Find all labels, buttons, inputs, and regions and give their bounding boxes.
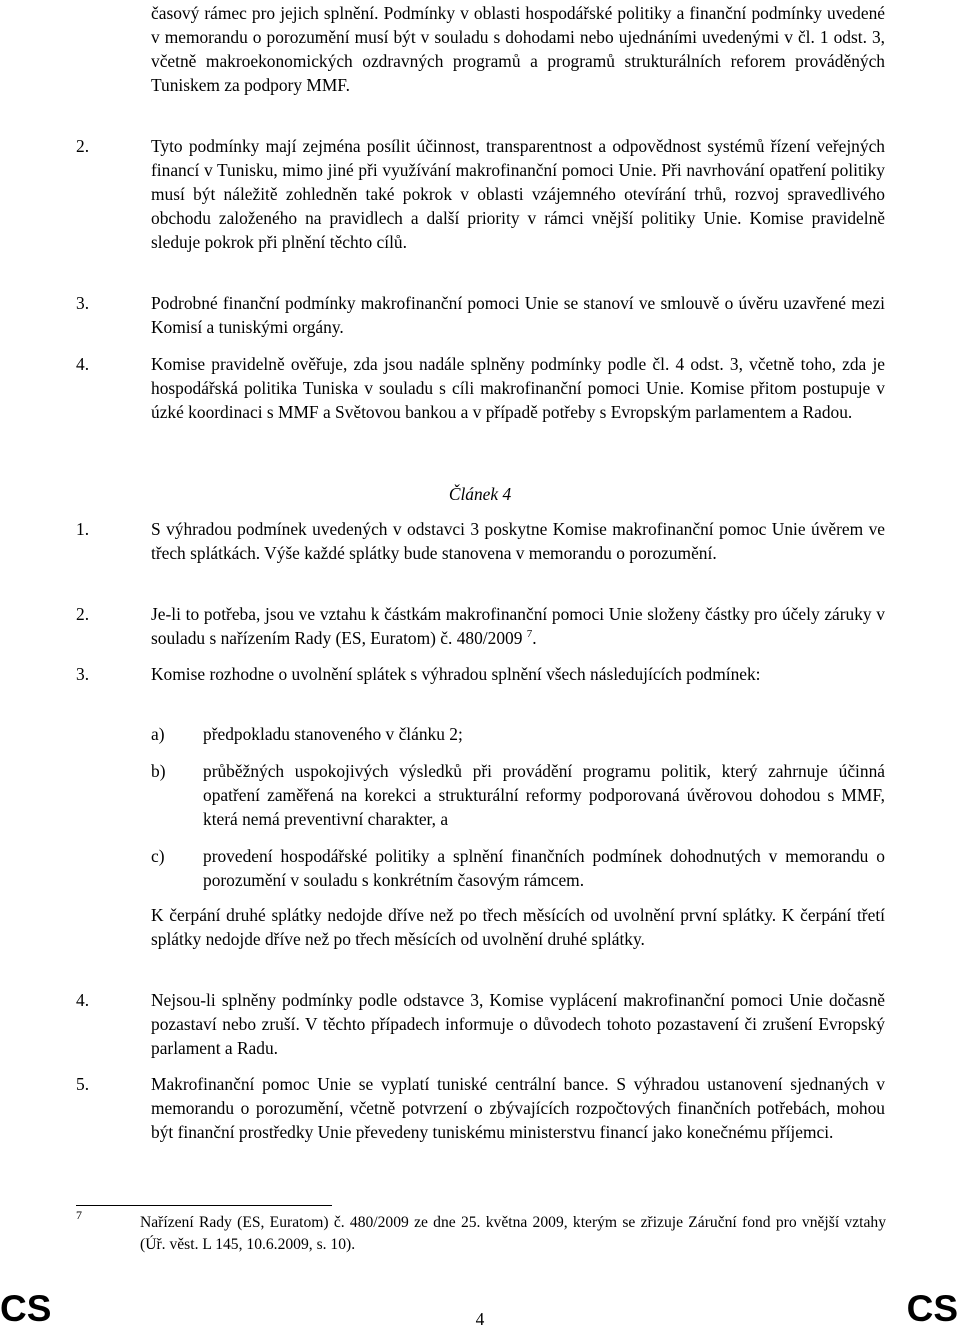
paragraph-number: 5. [76,1074,90,1094]
paragraph-number: 3. [76,293,90,313]
sentence-end: . [532,628,537,648]
language-code-right: CS [906,1288,958,1329]
paragraph-text: K čerpání druhé splátky nedojde dříve než po třech měsících od uvolnění první splátky. K čerpání třetí splátky nedojde dříve než po třech měsících od uvolnění druhé splátky. [151,905,885,949]
footnote-divider [76,1205,332,1206]
paragraph-number: 4. [76,354,90,374]
list-label: b) [151,761,166,781]
paragraph-number: 4. [76,990,90,1010]
language-code-left: CS [0,1288,52,1329]
page-number: 4 [475,1309,485,1329]
paragraph-number: 3. [76,664,90,684]
paragraph-text: Tyto podmínky mají zejména posílit účinnost, transparentnost a odpovědnost systémů řízení veřejných financí v Tunisku, mimo jiné při využívání makrofinanční pomoci Unie. Při navrhování opatření politiky musí být náležitě zohledněn také pokrok v oblasti vzájemného otevírání trhů, rozvoj spravedlivého obchodu založeného na pravidlech a další priority v rámci vnější politiky Unie. Komise pravidelně sleduje pokrok při plnění těchto cílů. [151,136,885,252]
paragraph-body: Je-li to potřeba, jsou ve vztahu k částkám makrofinanční pomoci Unie složeny částky pro účely záruky v souladu s nařízením Rady (ES, Euratom) č. 480/2009 [151,604,885,648]
article-heading: Článek 4 [448,484,512,504]
list-label: a) [151,724,165,744]
paragraph-text: Komise pravidelně ověřuje, zda jsou nadále splněny podmínky podle čl. 4 odst. 3, včetně toho, zda je hospodářská politika Tuniska v souladu s cíli makrofinanční pomoci Unie. Komise přitom postupuje v úzké koordinaci s MMF a Světovou bankou a v případě potřeby s Evropským parlamentem a Radou. [151,354,885,422]
footnote-reference: 7 [526,628,533,640]
paragraph-text [151,602,885,650]
intro-paragraph: časový rámec pro jejich splnění. Podmínky v oblasti hospodářské politiky a finanční podmínky uvedené v memorandu o porozumění musí být v souladu s dohodami nebo ujednáními uvedenými v čl. 1 odst. 3, včetně makroekonomických ozdravných programů a programů strukturálních reforem prováděných Tuniskem za podpory MMF. [151,3,885,95]
paragraph-number: 2. [76,604,90,624]
paragraph-text: Komise rozhodne o uvolnění splátek s výhradou splnění všech následujících podmínek: [151,664,761,684]
footnote-number: 7 [76,1208,82,1222]
list-item: průběžných uspokojivých výsledků při provádění programu politik, který zahrnuje účinná opatření zaměřená na korekci a strukturální reformy podporovaná úvěrovou dohodou s MMF, která nemá preventivní charakter, a [203,761,885,829]
list-item: předpokladu stanoveného v článku 2; [203,724,463,744]
paragraph-text: S výhradou podmínek uvedených v odstavci 3 poskytne Komise makrofinanční pomoc Unie úvěrem ve třech splátkách. Výše každé splátky bude stanovena v memorandu o porozumění. [151,519,885,563]
paragraph-text: Podrobné finanční podmínky makrofinanční pomoci Unie se stanoví ve smlouvě o úvěru uzavřené mezi Komisí a tuniskými orgány. [151,293,885,337]
list-label: c) [151,846,165,866]
paragraph-text: Nejsou-li splněny podmínky podle odstavce 3, Komise vyplácení makrofinanční pomoci Unie dočasně pozastaví nebo zruší. V těchto případech informuje o důvodech tohoto pozastavení či zrušení Evropský parlament a Radu. [151,990,885,1058]
paragraph-text: Makrofinanční pomoc Unie se vyplatí tuniské centrální bance. S výhradou ustanovení sjednaných v memorandu o porozumění, včetně potvrzení o zbývajících rozpočtových finančních potřebách, mohou být finanční prostředky Unie převedeny tuniskému ministerstvu financí jako konečnému příjemci. [151,1074,885,1142]
paragraph-number: 2. [76,136,90,156]
paragraph-number: 1. [76,519,90,539]
list-item: provedení hospodářské politiky a splnění finančních podmínek dohodnutých v memorandu o porozumění v souladu s konkrétním časovým rámcem. [203,846,885,890]
footnote-text: Nařízení Rady (ES, Euratom) č. 480/2009 ze dne 25. května 2009, kterým se zřizuje Záruční fond pro vnější vztahy (Úř. věst. L 145, 10.6.2009, s. 10). [140,1214,886,1253]
